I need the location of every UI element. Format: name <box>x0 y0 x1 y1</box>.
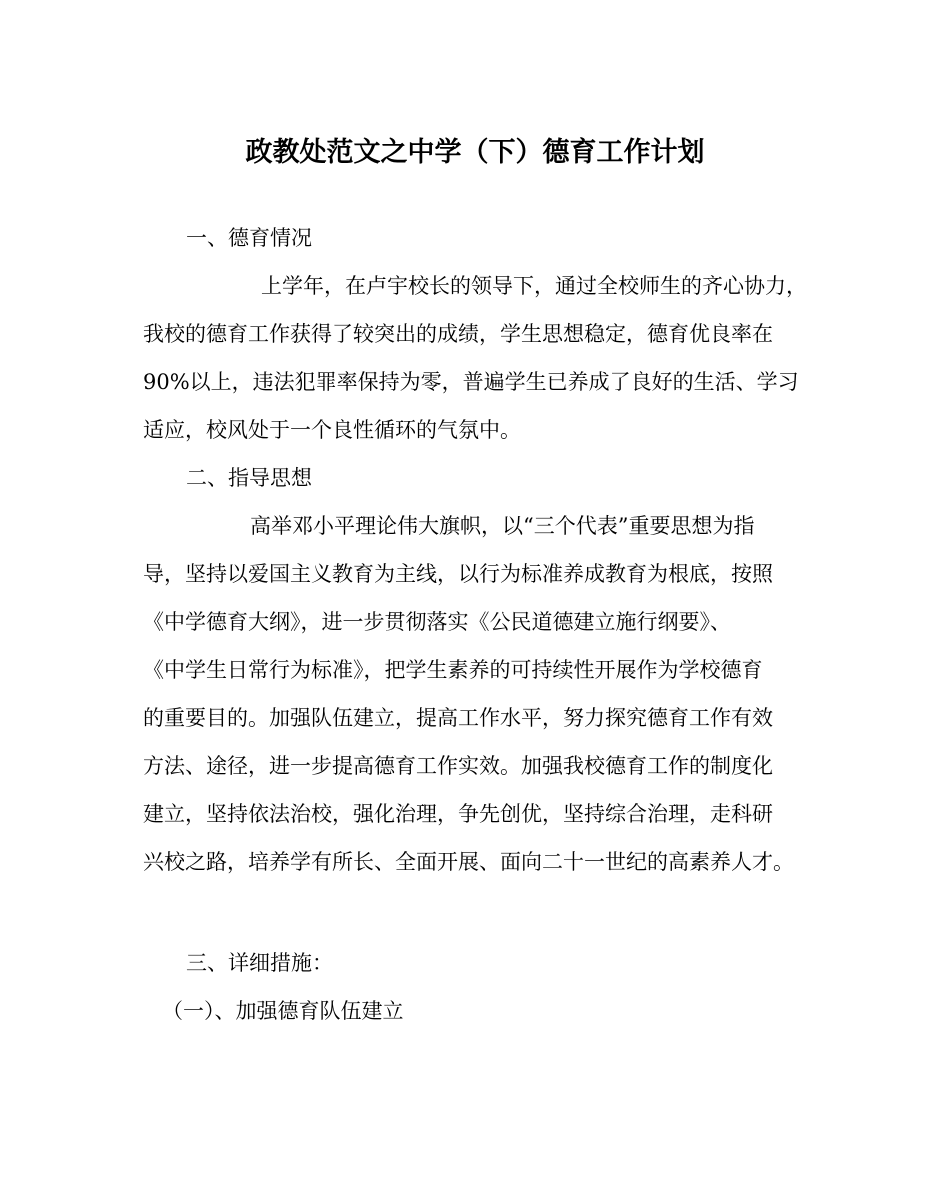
paragraph-line: 建立，坚持依法治校，强化治理，争先创优，坚持综合治理，走科研 <box>143 802 773 826</box>
paragraph-line: 适应，校风处于一个良性循环的气氛中。 <box>143 418 521 442</box>
subsection-heading: （一）、加强德育队伍建立 <box>162 999 404 1023</box>
paragraph-line: 《中学德育大纲》，进一步贯彻落实《公民道德建立施行纲要》、 <box>143 610 731 634</box>
paragraph-line: 高举邓小平理论伟大旗帜，以“三个代表”重要思想为指 <box>250 514 755 538</box>
paragraph-line: 我校的德育工作获得了较突出的成绩，学生思想稳定，德育优良率在 <box>143 322 773 346</box>
paragraph-line: 导，坚持以爱国主义教育为主线，以行为标准养成教育为根底，按照 <box>143 562 773 586</box>
section-heading-1: 一、德育情况 <box>186 226 312 250</box>
paragraph-line: 兴校之路，培养学有所长、全面开展、面向二十一世纪的高素养人才。 <box>143 850 794 874</box>
paragraph-line: 的重要目的。加强队伍建立，提高工作水平，努力探究德育工作有效 <box>143 706 773 730</box>
document-title: 政教处范文之中学（下）德育工作计划 <box>245 137 705 168</box>
section-heading-2: 二、指导思想 <box>186 466 312 490</box>
section-heading-3: 三、详细措施： <box>186 951 333 975</box>
paragraph-line: 《中学生日常行为标准》，把学生素养的可持续性开展作为学校德育 <box>143 658 763 682</box>
paragraph-line: 上学年，在卢宇校长的领导下，通过全校师生的齐心协力， <box>261 274 807 298</box>
paragraph-line: 90%以上，违法犯罪率保持为零，普遍学生已养成了良好的生活、学习 <box>143 370 799 394</box>
paragraph-line: 方法、途径，进一步提高德育工作实效。加强我校德育工作的制度化 <box>143 754 773 778</box>
